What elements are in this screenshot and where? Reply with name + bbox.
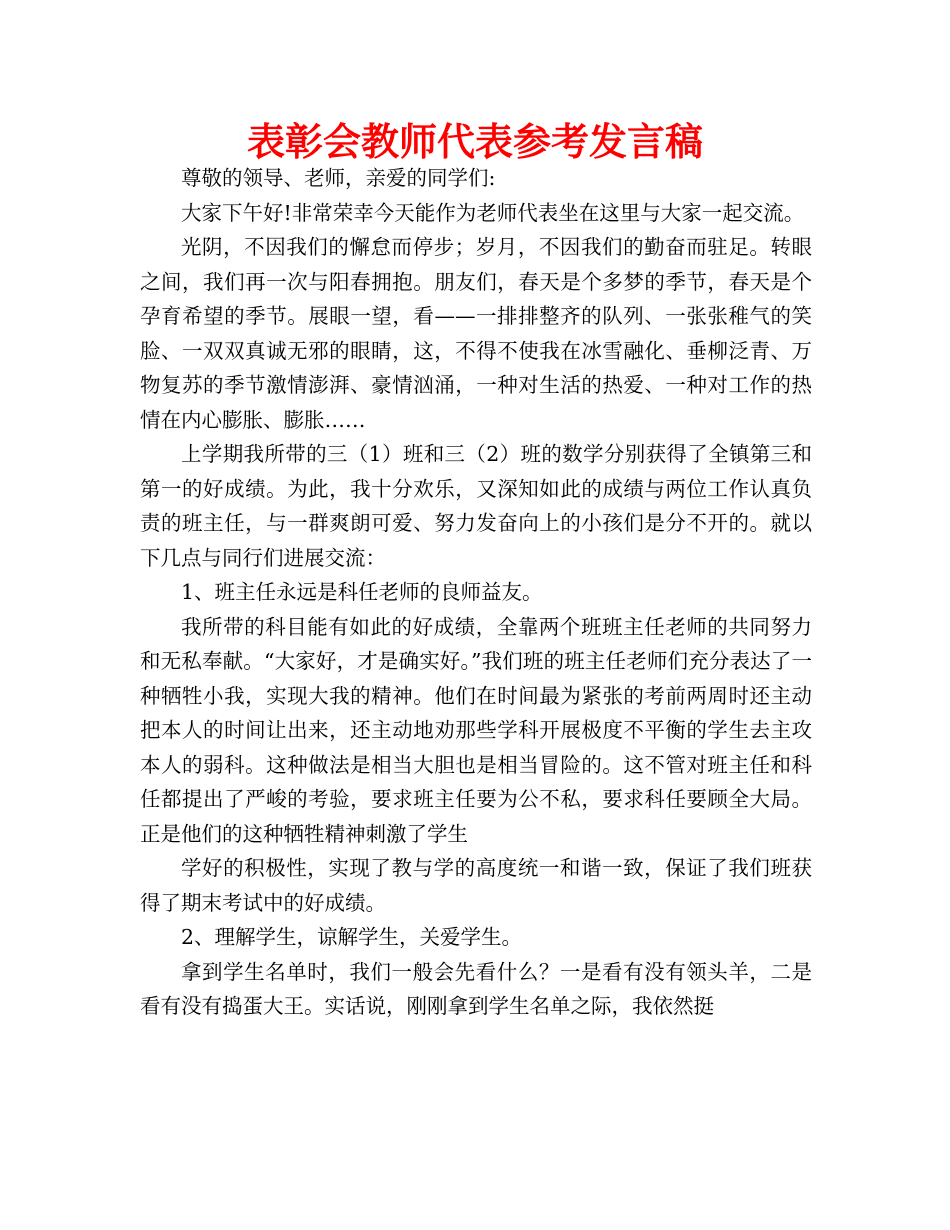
paragraph-point-1-continued: 学好的积极性，实现了教与学的高度统一和谐一致，保证了我们班获得了期末考试中的好成绩。 — [140, 856, 812, 915]
paragraph-point-2-body: 拿到学生名单时，我们一般会先看什么？一是看有没有领头羊，二是看有没有捣蛋大王。实话说，刚刚拿到学生名单之际，我依然挺 — [140, 959, 812, 1018]
document-title: 表彰会教师代表参考发言稿 — [246, 120, 703, 164]
document-body — [140, 161, 812, 1024]
paragraph-point-1-body: 我所带的科目能有如此的好成绩，全靠两个班班主任老师的共同努力和无私奉献。“大家好，才是确实好。”我们班的班主任老师们充分表达了一种牺牲小我，实现大我的精神。他们在时间最为紧张的考前两周时还主动把本人的时间让出来，还主动地劝那些学科开展极度不平衡的学生去主攻本人的弱科。这种做法是相当大胆也是相当冒险的。这不管对班主任和科任都提出了严峻的考验，要求班主任要为公不私，要求科任要顾全大局。正是他们的这种牺牲精神刺激了学生 — [140, 614, 812, 846]
paragraph-spring: 光阴，不因我们的懈怠而停步；岁月，不因我们的勤奋而驻足。转眼之间，我们再一次与阳春拥抱。朋友们，春天是个多梦的季节，春天是个孕育希望的季节。展眼一望，看——一排排整齐的队列、一张张稚气的笑脸、一双双真诚无邪的眼睛，这，不得不使我在冰雪融化、垂柳泛青、万物复苏的季节激情澎湃、豪情汹涌，一种对生活的热爱、一种对工作的热情在内心膨胀、膨胀…… — [140, 235, 812, 432]
paragraph-point-1-heading: 1、班主任永远是科任老师的良师益友。 — [181, 580, 543, 604]
paragraph-achievement: 上学期我所带的三（1）班和三（2）班的数学分别获得了全镇第三和第一的好成绩。为此，我十分欢乐，又深知如此的成绩与两位工作认真负责的班主任，与一群爽朗可爱、努力发奋向上的小孩们是分不开的。就以下几点与同行们进展交流： — [140, 442, 812, 570]
paragraph-greeting: 大家下午好!非常荣幸今天能作为老师代表坐在这里与大家一起交流。 — [181, 200, 805, 225]
paragraph-point-2-heading: 2、理解学生，谅解学生，关爱学生。 — [181, 925, 523, 949]
paragraph-salutation: 尊敬的领导、老师，亲爱的同学们: — [181, 166, 496, 190]
